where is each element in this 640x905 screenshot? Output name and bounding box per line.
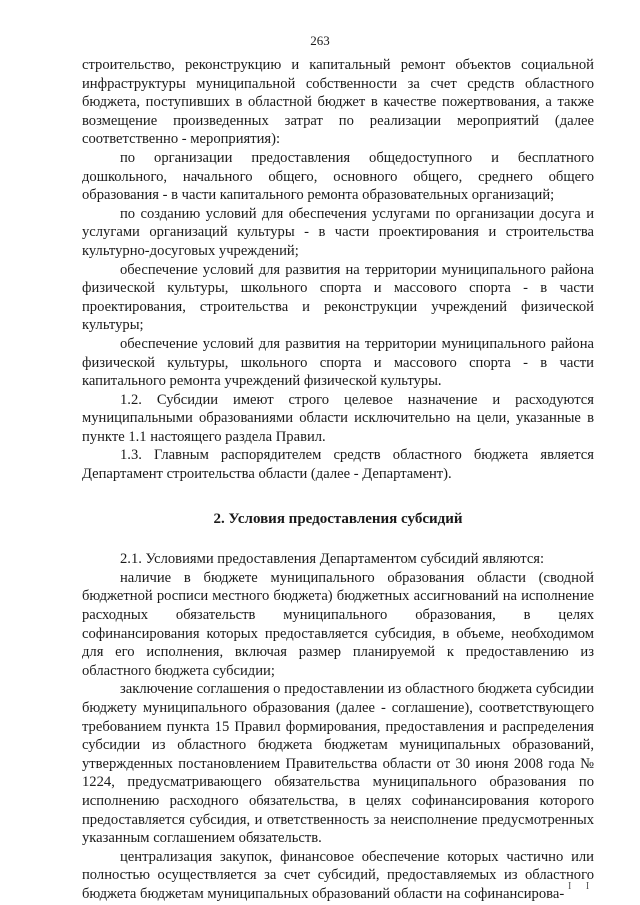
paragraph: по организации предоставления общедоступного и бесплатного дошкольного, начального общего, основного общего, среднего общего образования - в части капитального ремонта образовательных организаций; [82,149,594,204]
paragraph: 1.3. Главным распорядителем средств областного бюджета является Департамент строительства области (далее - Департамент). [82,447,594,483]
section-heading: 2. Условия предоставления субсидий [213,510,463,527]
paragraph: 2.1. Условиями предоставления Департаментом субсидий являются: [120,551,545,568]
scan-mark: I I [568,881,596,892]
paragraph: обеспечение условий для развития на территории муниципального района физической культуры, школьного спорта и массового спорта - в части капитального ремонта учреждений физической культуры. [82,335,594,390]
paragraph: централизация закупок, финансовое обеспечение которых частично или полностью осуществляется за счет субсидий, предоставляемых из областного бюджета бюджетам муниципальных образований области на софинансирова- [82,848,594,902]
document-body [82,56,594,904]
paragraph: строительство, реконструкцию и капитальный ремонт объектов социальной инфраструктуры муниципальной собственности за счет средств областного бюджета, поступивших в областной бюджет в качестве пожертвования, а также возмещение произведенных затрат по реализации мероприятий (далее соответственно - мероприятия): [82,57,594,148]
paragraph: обеспечение условий для развития на территории муниципального района физической культуры, школьного спорта и массового спорта - в части проектирования, строительства и реконструкции учреждений физической культуры; [82,261,594,334]
section-2-body [82,550,594,903]
paragraph: по созданию условий для обеспечения услугами по организации досуга и услугами организаций культуры - в части проектирования и строительства культурно-досуговых учреждений; [82,205,594,259]
page-number: 263 [310,33,330,48]
section-1-continuation [82,56,594,484]
paragraph: заключение соглашения о предоставлении из областного бюджета субсидии бюджету муниципального образования (далее - соглашение), соответствующего требованием пункта 15 Правил формирования, предоставления и распределения субсидии из областного бюджета бюджетам муниципальных образований, утвержденных постановлением Правительства области от 30 июня 2008 года № 1224, предусматривающего обязательства муниципального образования по исполнению расходного обязательства, в целях софинансирования которого предоставляется субсидия, и ответственность за неисполнение предусмотренных указанным соглашением обязательств. [82,681,594,847]
paragraph: 1.2. Субсидии имеют строго целевое назначение и расходуются муниципальными образованиями области исключительно на цели, указанные в пункте 1.1 настоящего раздела Правил. [82,391,594,445]
paragraph: наличие в бюджете муниципального образования области (сводной бюджетной росписи местного бюджета) бюджетных ассигнований на исполнение расходных обязательств муниципального образования, в целях софинансирования которых предоставляется субсидия, в объеме, необходимом для его исполнения, включая размер планируемой к предоставлению из областного бюджета субсидии; [82,569,594,679]
